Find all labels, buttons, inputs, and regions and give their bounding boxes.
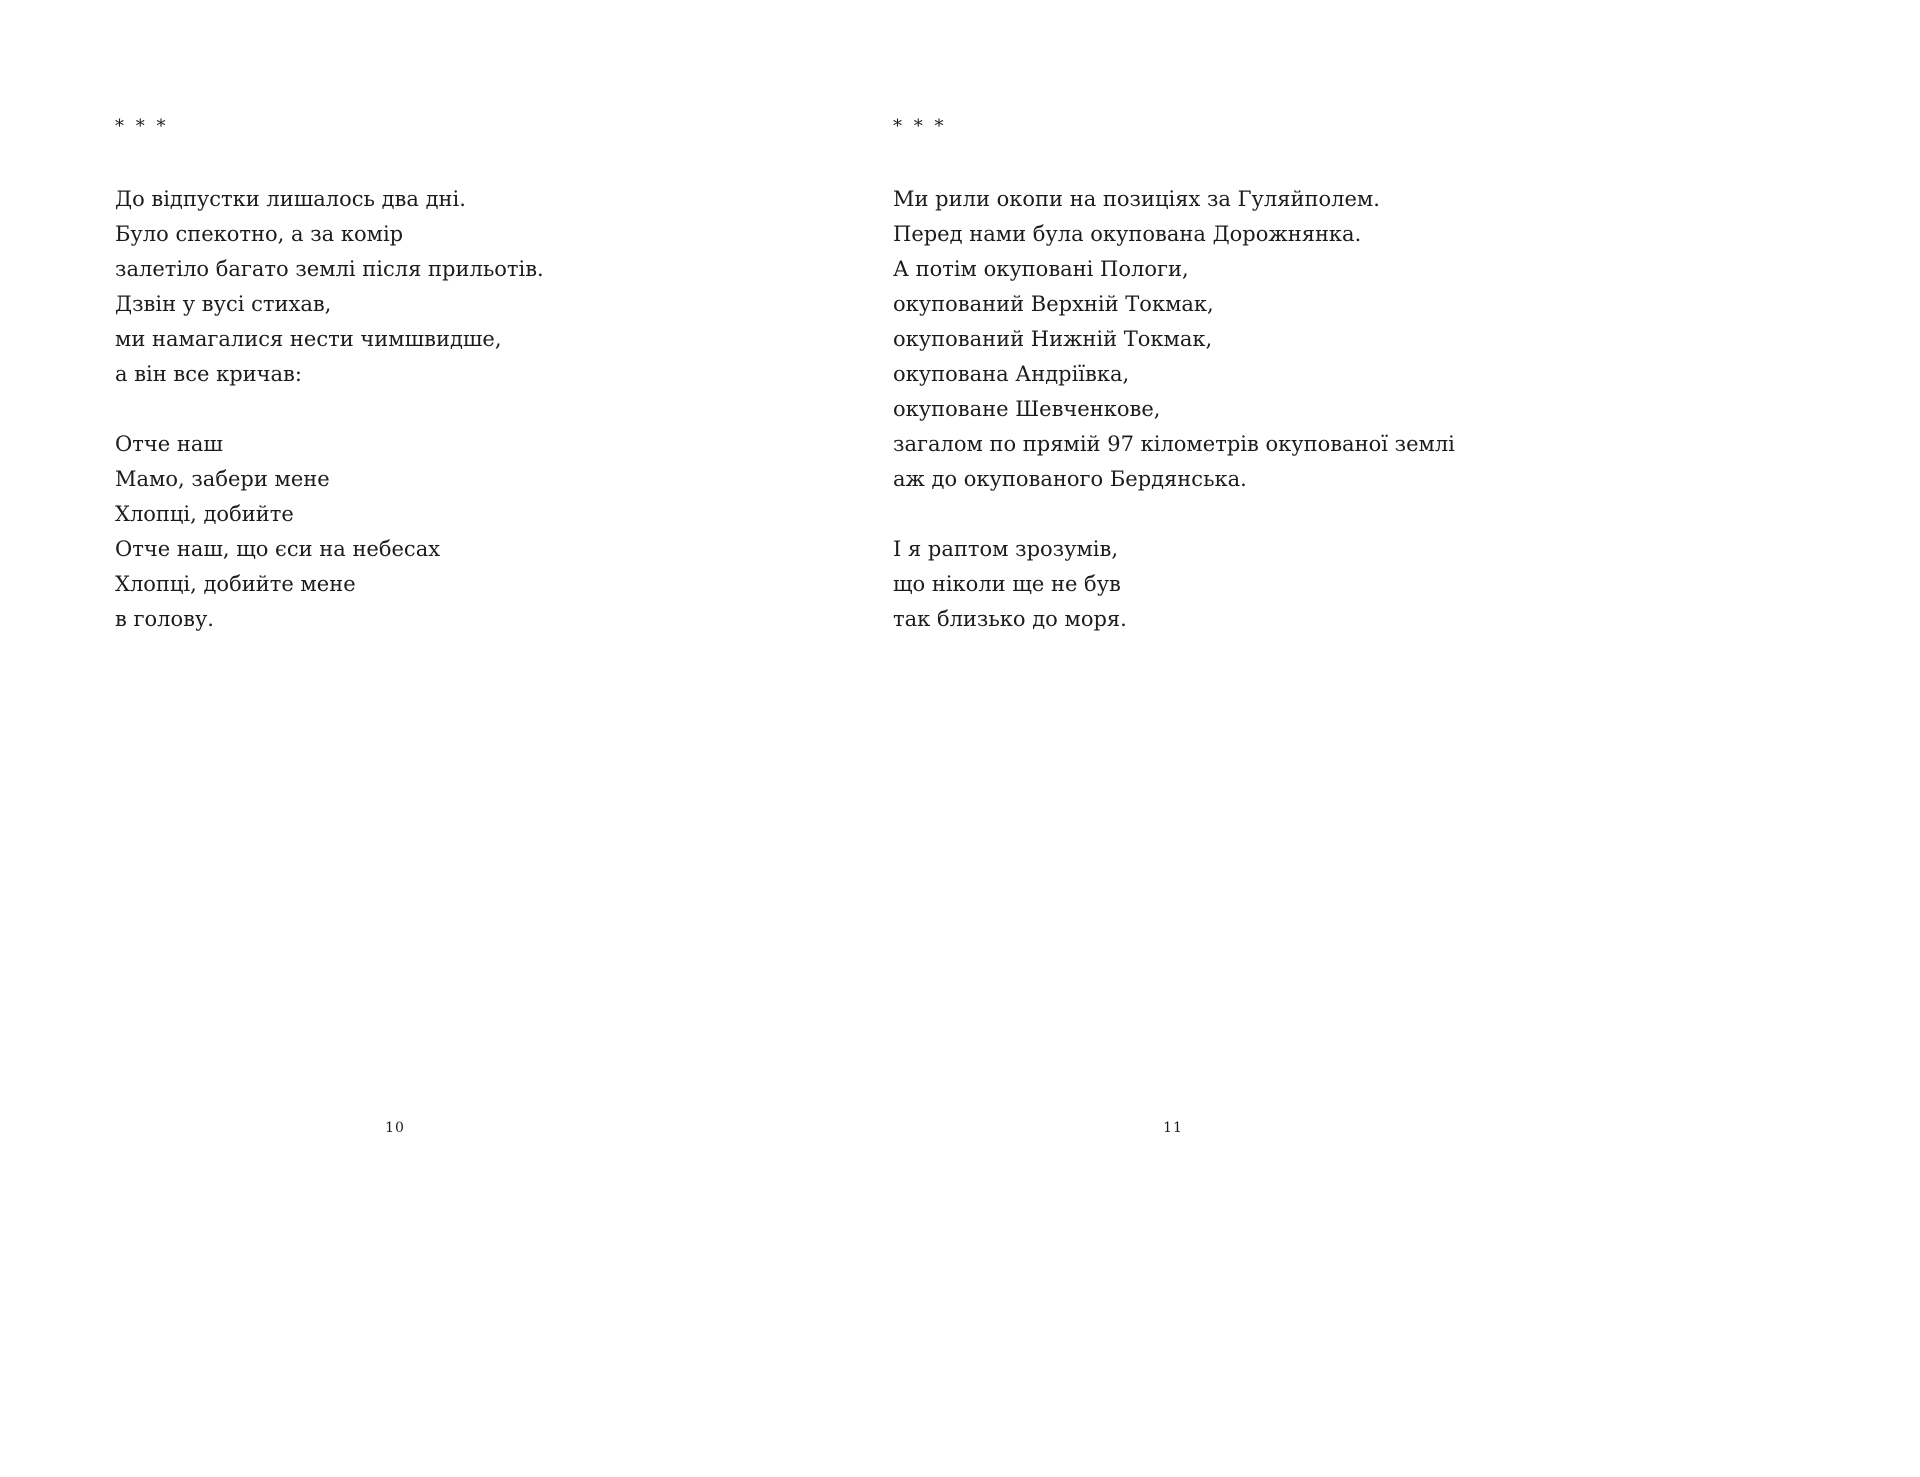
- left-page: [0, 0, 784, 1206]
- poem-line: окупований Нижній Токмак,: [893, 327, 1213, 351]
- poem-line: Було спекотно, а за комір: [115, 222, 404, 246]
- poem-line: в голову.: [115, 607, 214, 631]
- page-number: 11: [1163, 1120, 1183, 1136]
- poem-line: Перед нами була окупована Дорожнянка.: [893, 222, 1362, 246]
- section-asterisks: * * *: [115, 116, 169, 137]
- poem-line: Отче наш, що єси на небесах: [115, 537, 441, 561]
- poem-line: Дзвін у вусі стихав,: [115, 292, 332, 316]
- poem-line: Хлопці, добийте: [115, 502, 294, 526]
- poem-right: [893, 112, 1533, 637]
- poem-line: що ніколи ще не був: [893, 572, 1121, 596]
- poem-line: Ми рили окопи на позиціях за Гуляйполем.: [893, 187, 1380, 211]
- stanza: [893, 182, 1533, 497]
- right-page: [784, 0, 1568, 1206]
- section-asterisks: * * *: [893, 116, 947, 137]
- poem-line: загалом по прямій 97 кілометрів окупованої землі: [893, 432, 1455, 456]
- stanza: [115, 427, 755, 637]
- poem-line: До відпустки лишалось два дні.: [115, 187, 466, 211]
- poem-line: Хлопці, добийте мене: [115, 572, 356, 596]
- poem-line: окупована Андріївка,: [893, 362, 1130, 386]
- page-number: 10: [385, 1120, 405, 1136]
- poem-line: а він все кричав:: [115, 362, 302, 386]
- poem-line: ми намагалися нести чимшвидше,: [115, 327, 502, 351]
- poem-line: Отче наш: [115, 432, 223, 456]
- poem-line: окуповане Шевченкове,: [893, 397, 1161, 421]
- poem-line: так близько до моря.: [893, 607, 1127, 631]
- poem-line: залетіло багато землі після прильотів.: [115, 257, 544, 281]
- stanza: [893, 532, 1533, 637]
- poem-line: А потім окуповані Пологи,: [893, 257, 1189, 281]
- poem-line: Мамо, забери мене: [115, 467, 330, 491]
- poem-line: аж до окупованого Бердянська.: [893, 467, 1247, 491]
- poem-left: [115, 112, 755, 637]
- poem-line: окупований Верхній Токмак,: [893, 292, 1214, 316]
- poem-line: І я раптом зрозумів,: [893, 537, 1119, 561]
- stanza: [115, 182, 755, 392]
